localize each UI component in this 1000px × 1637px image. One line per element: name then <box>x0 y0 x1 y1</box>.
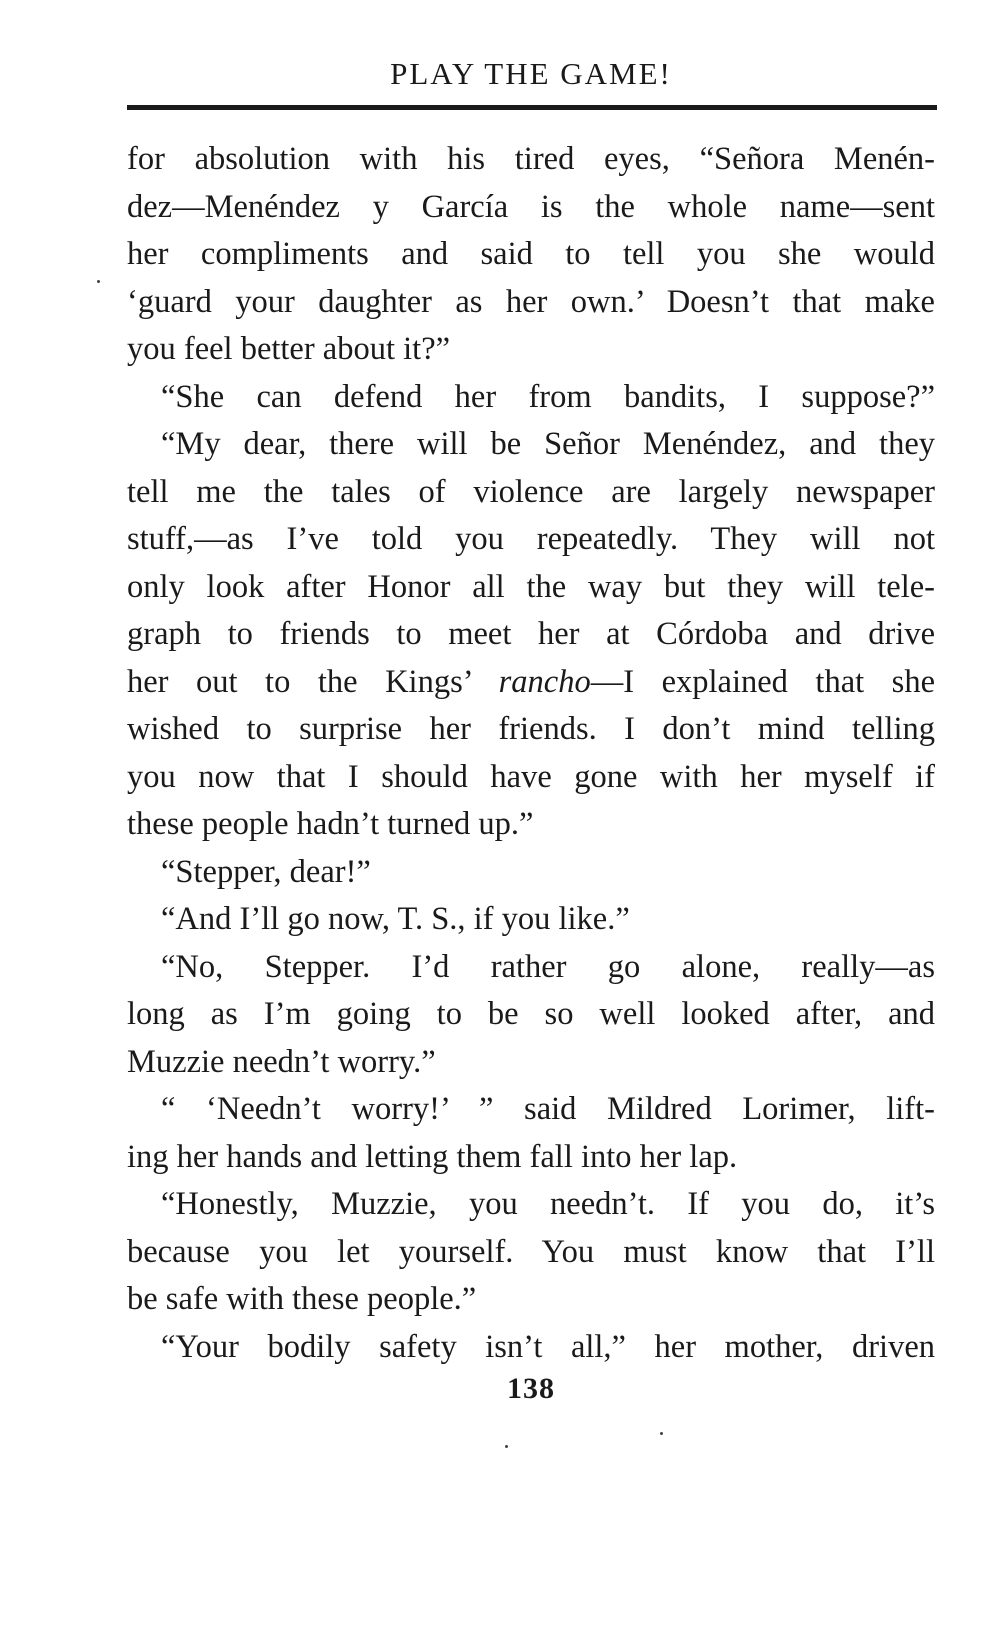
text-line: “No, Stepper. I’d rather go alone, really—as <box>161 948 935 985</box>
text-line: “She can defend her from bandits, I suppose?” <box>161 378 935 415</box>
print-speck <box>505 1445 508 1448</box>
text-line: only look after Honor all the way but they will tele- <box>127 568 935 605</box>
text-line: “My dear, there will be Señor Menéndez, and they <box>161 426 935 462</box>
header-rule <box>127 105 937 110</box>
text-line: her compliments and said to tell you she would <box>127 236 935 272</box>
text-line: long as I’m going to be so well looked after, and <box>127 996 935 1032</box>
text-line: ‘guard your daughter as her own.’ Doesn’t that make <box>127 283 935 320</box>
text-line: ing her hands and letting them fall into her lap. <box>127 1138 738 1175</box>
text-line: “Honestly, Muzzie, you needn’t. If you do, it’s <box>161 1186 935 1222</box>
body-text <box>127 136 935 1371</box>
text-line: “ ‘Needn’t worry!’ ” said Mildred Lorimer, lift- <box>161 1091 935 1127</box>
text-line: graph to friends to meet her at Córdoba and drive <box>127 616 935 652</box>
text-line: her out to the Kings’ rancho—I explained that she <box>127 663 935 700</box>
text-line: “Your bodily safety isn’t all,” her mother, driven <box>161 1328 935 1365</box>
text-line: be safe with these people.” <box>127 1281 477 1317</box>
italic-word: rancho <box>498 663 591 700</box>
text-line: Muzzie needn’t worry.” <box>127 1043 436 1080</box>
text-line: “Stepper, dear!” <box>161 853 371 890</box>
running-head: PLAY THE GAME! <box>390 56 672 91</box>
text-line: for absolution with his tired eyes, “Señora Menén- <box>127 141 935 177</box>
page-number: 138 <box>507 1372 555 1405</box>
text-line: you now that I should have gone with her myself if <box>127 758 935 795</box>
text-line: because you let yourself. You must know that I’ll <box>127 1233 935 1270</box>
print-speck <box>97 280 100 283</box>
text-line: “And I’ll go now, T. S., if you like.” <box>161 901 630 937</box>
text-line: these people hadn’t turned up.” <box>127 806 534 842</box>
text-line: stuff,—as I’ve told you repeatedly. They will not <box>127 521 935 557</box>
text-line: tell me the tales of violence are largely newspaper <box>127 473 935 510</box>
print-speck <box>660 1432 663 1435</box>
text-line: wished to surprise her friends. I don’t mind telling <box>127 711 935 747</box>
text-line: you feel better about it?” <box>127 331 451 367</box>
text-line: dez—Menéndez y García is the whole name—sent <box>127 188 935 225</box>
